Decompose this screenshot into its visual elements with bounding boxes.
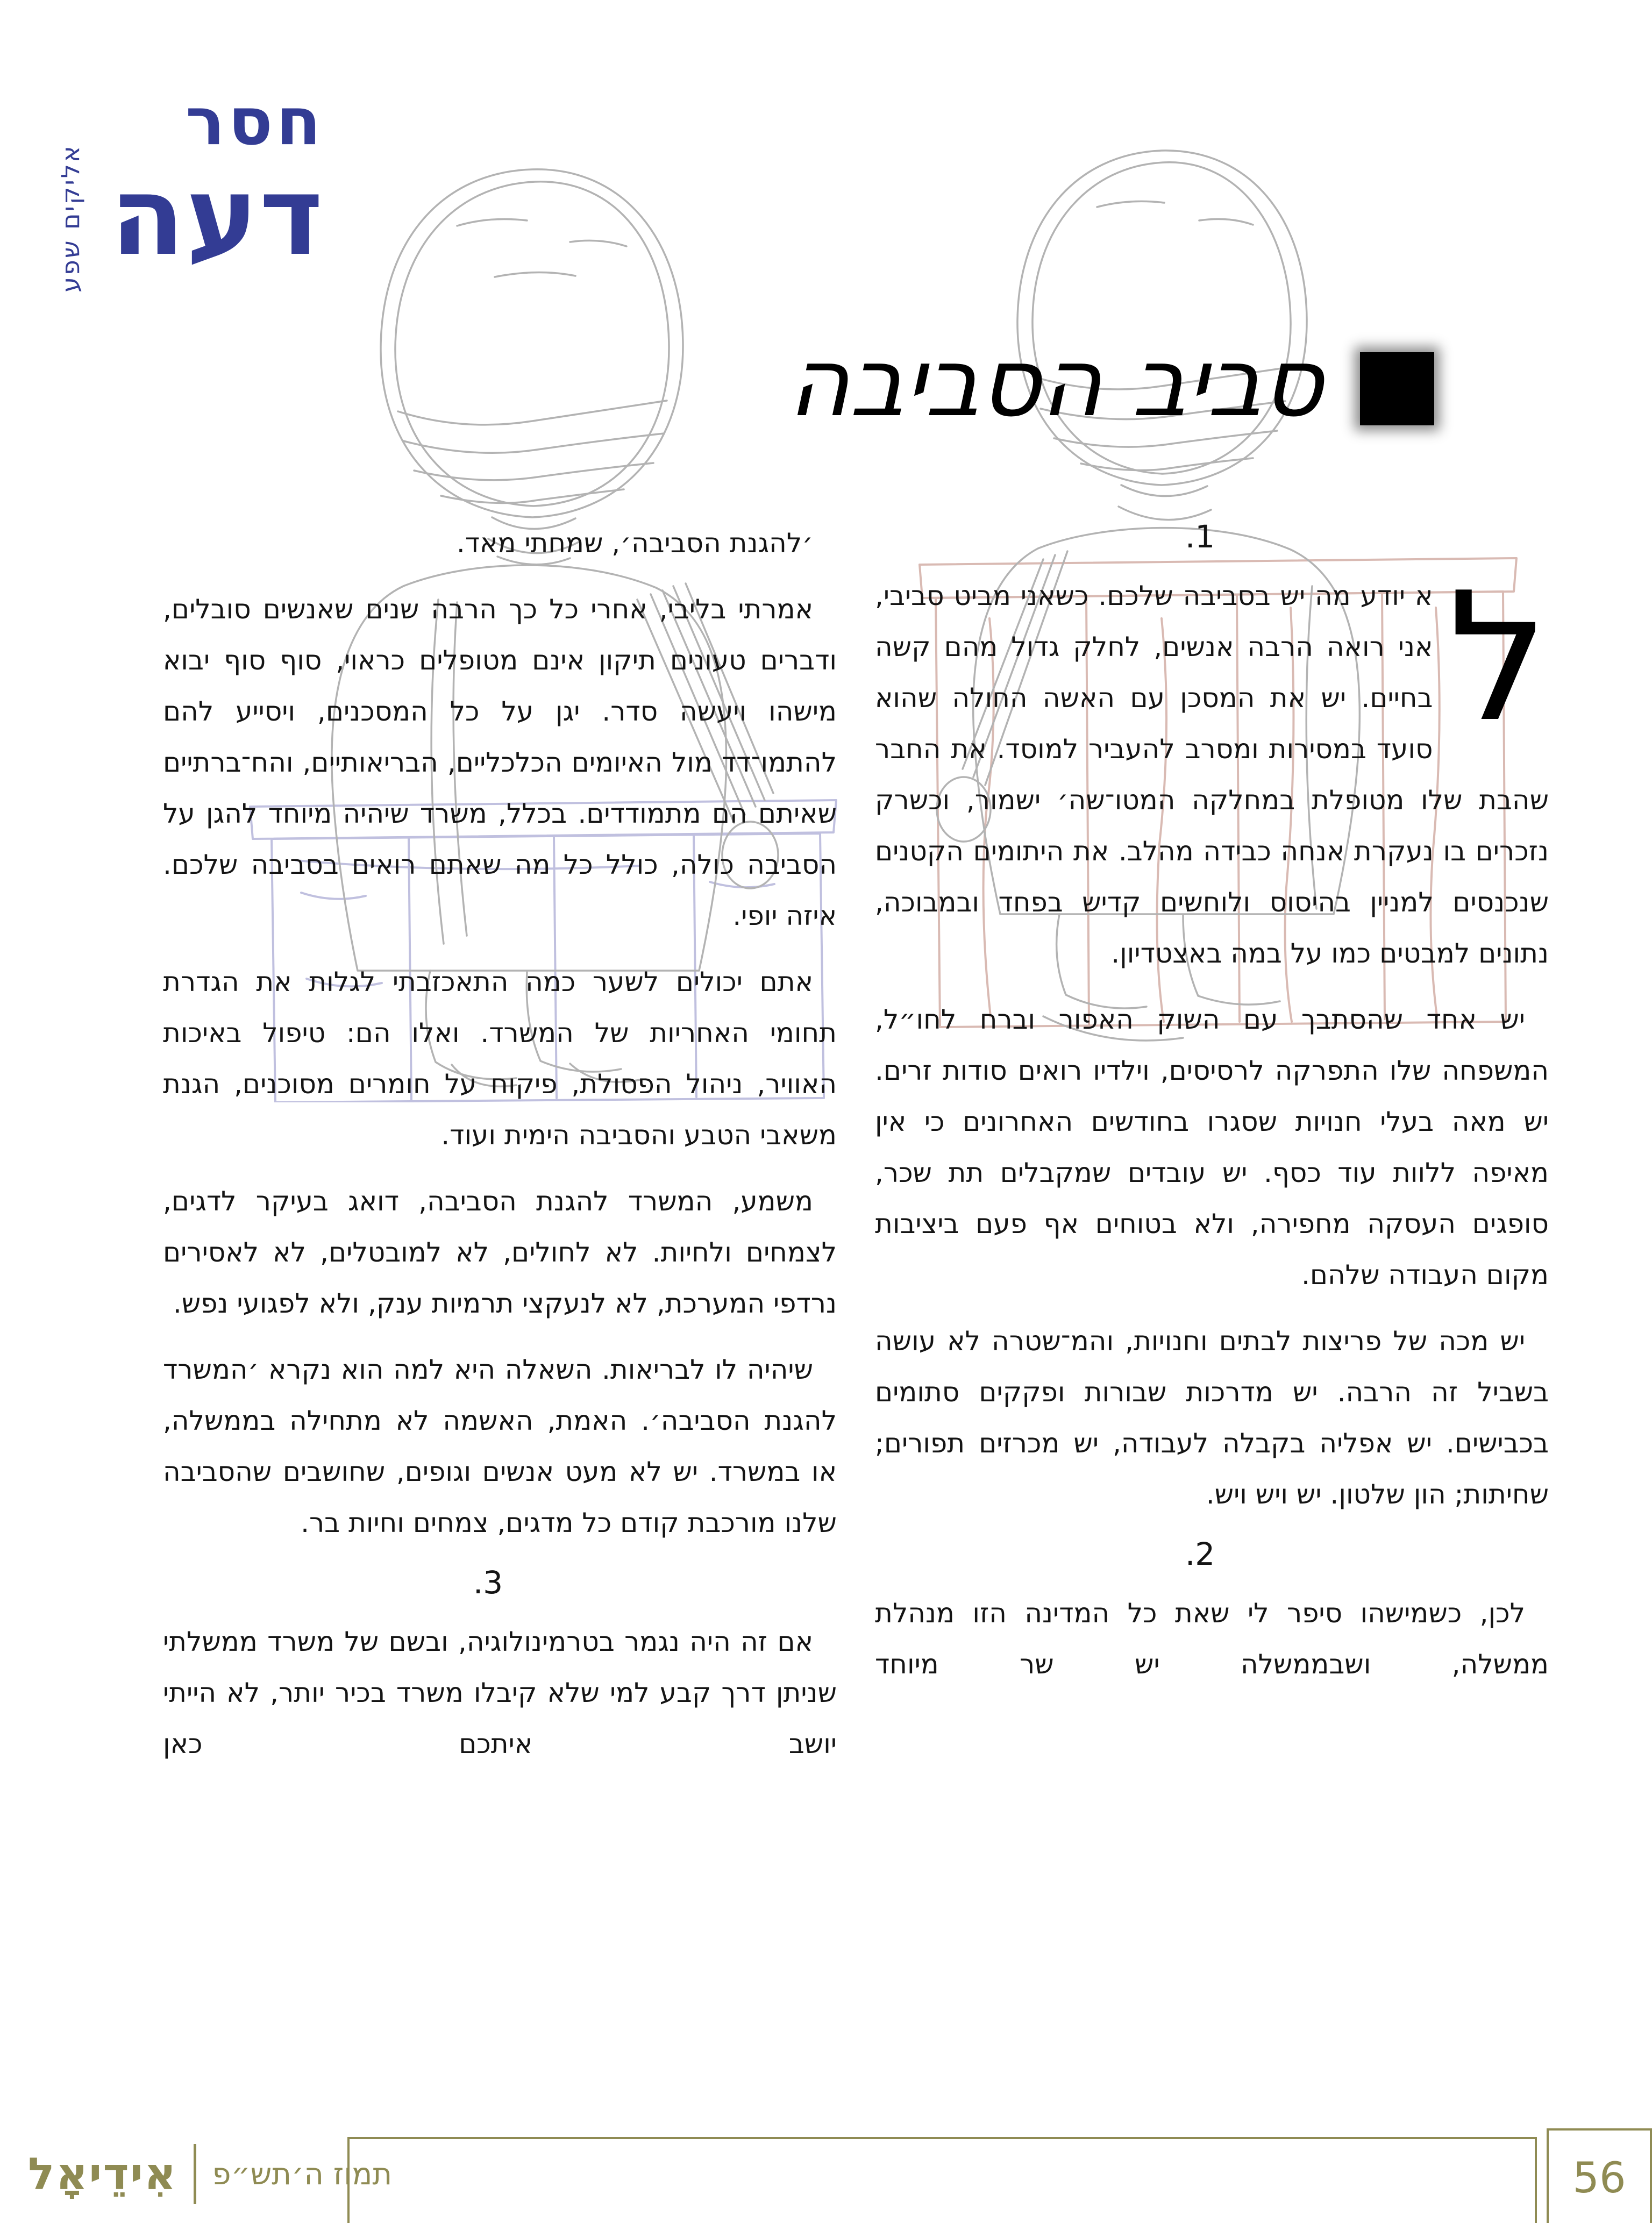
section-number-3: 3. xyxy=(473,1564,503,1601)
column-left xyxy=(163,518,837,1785)
section-number-2: 2. xyxy=(1185,1536,1215,1572)
paragraph: משמע, המשרד להגנת הסביבה, דואג בעיקר לדגים, לצמחים ולחיות. לא לחולים, לא למובטלים, לא לאסירים נרדפי המערכת, לא לנעקצי תרמיות ענק, ולא לפגועי נפש. xyxy=(163,1186,837,1319)
paragraph: אם זה היה נגמר בטרמינולוגיה, ובשם של משרד ממשלתי שניתן דרך קבע למי שלא קיבלו משרד בכיר יותר, לא הייתי יושב איתכם כאן xyxy=(163,1626,837,1759)
paragraph: יש מכה של פריצות לבתים וחנויות, והמ־שטרה לא עושה בשביל זה הרבה. יש מדרכות שבורות ופקקים סתומים בכבישים. יש אפליה בקבלה לעבודה, יש מכרזים תפורים; שחיתות; הון שלטון. יש ויש ויש. xyxy=(875,1326,1549,1510)
page-number-box xyxy=(1547,2128,1652,2223)
paragraph xyxy=(875,554,1549,979)
kicker-line2: דעה xyxy=(110,153,324,280)
paragraph: אמרתי בליבי, אחרי כל כך הרבה שנים שאנשים סובלים, ודברים טעונים תיקון אינם מטופלים כראוי, סוף סוף יבוא מישהו ויעשה סדר. יגן על כל המסכנים, ויסייע להם להתמו־דד מול האיומים הכלכליים, הבריאותיים, והח־ברתיים שאיתם הם מתמודדים. בכלל, משרד שיהיה מיוחד להגן על הסביבה כולה, כולל כל מה שאתם רואים בסביבה שלכם. איזה יופי. xyxy=(163,594,837,931)
paragraph: לכן, כשמישהו סיפר לי שאת כל המדינה הזו מנהלת ממשלה, ושבממשלה יש שר מיוחד xyxy=(875,1598,1549,1680)
paragraph-text: א יודע מה יש בסביבה שלכם. כשאני מביט סביבי, אני רואה הרבה אנשים, לחלק גדול מהם קשה בחיים. יש את המסכן עם האשה החולה שהוא סועד במסירות ומסרב להעביר למוסד. את החבר שהבת שלו מטופלת במחלקה המטו־שה׳ ישמור, וכשרק נזכרים בו נעקרת אנחה כבידה מהלב. את היתומים הקטנים שנכנסים למניין בהיסוס ולוחשים קדיש בפחד ובמבוכה, נתונים למבטים כמו על במה באצטדיון. xyxy=(875,580,1549,969)
article-title: סביב הסביבה xyxy=(783,329,1341,438)
paragraph: אתם יכולים לשער כמה התאכזבתי לגלות את הגדרת תחומי האחריות של המשרד. ואלו הם: טיפול באיכות האוויר, ניהול הפסולת, פיקוח על חומרים מסוכנים, הגנת משאבי הטבע והסביבה הימית ועוד. xyxy=(163,966,837,1151)
paragraph: ׳להגנת הסביבה׳, שמחתי מאד. xyxy=(456,528,813,559)
magazine-logo: אִידֵיאָל xyxy=(28,2148,177,2200)
kicker-line1: חסר xyxy=(185,83,324,160)
footer-frame xyxy=(347,2137,1537,2223)
section-marker-square-icon xyxy=(1360,352,1434,425)
column-kicker xyxy=(110,83,324,280)
dropcap-letter: ל xyxy=(1448,554,1549,761)
section-number-1: 1. xyxy=(1185,518,1215,555)
author-name: אליקים שפע xyxy=(56,144,85,293)
column-right xyxy=(875,518,1549,1705)
paragraph: יש אחד שהסתבך עם השוק האפור וברח לחו״ל, המשפחה שלו התפרקה לרסיסים, וילדיו רואים סודות זרים. יש מאה בעלי חנויות שסגרו בחודשים האחרונים כי אין מאיפה ללוות עוד כסף. יש עובדים שמקבלים תת שכר, סופגים העסקה מחפירה, ולא בטוחים אף פעם ביציבות מקום העבודה שלהם. xyxy=(875,1004,1549,1291)
footer-divider xyxy=(194,2144,196,2204)
footer-meta xyxy=(28,2123,392,2223)
page-number: 56 xyxy=(1572,2154,1626,2203)
footer-date: תמוז ה׳תש״פ xyxy=(212,2156,393,2192)
paragraph: שיהיה לו לבריאות. השאלה היא למה הוא נקרא ׳המשרד להגנת הסביבה׳. האמת, האשמה לא מתחילה בממשלה, או במשרד. יש לא מעט אנשים וגופים, שחושבים שהסביבה שלנו מורכבת קודם כל מדגים, צמחים וחיות בר. xyxy=(163,1354,837,1538)
